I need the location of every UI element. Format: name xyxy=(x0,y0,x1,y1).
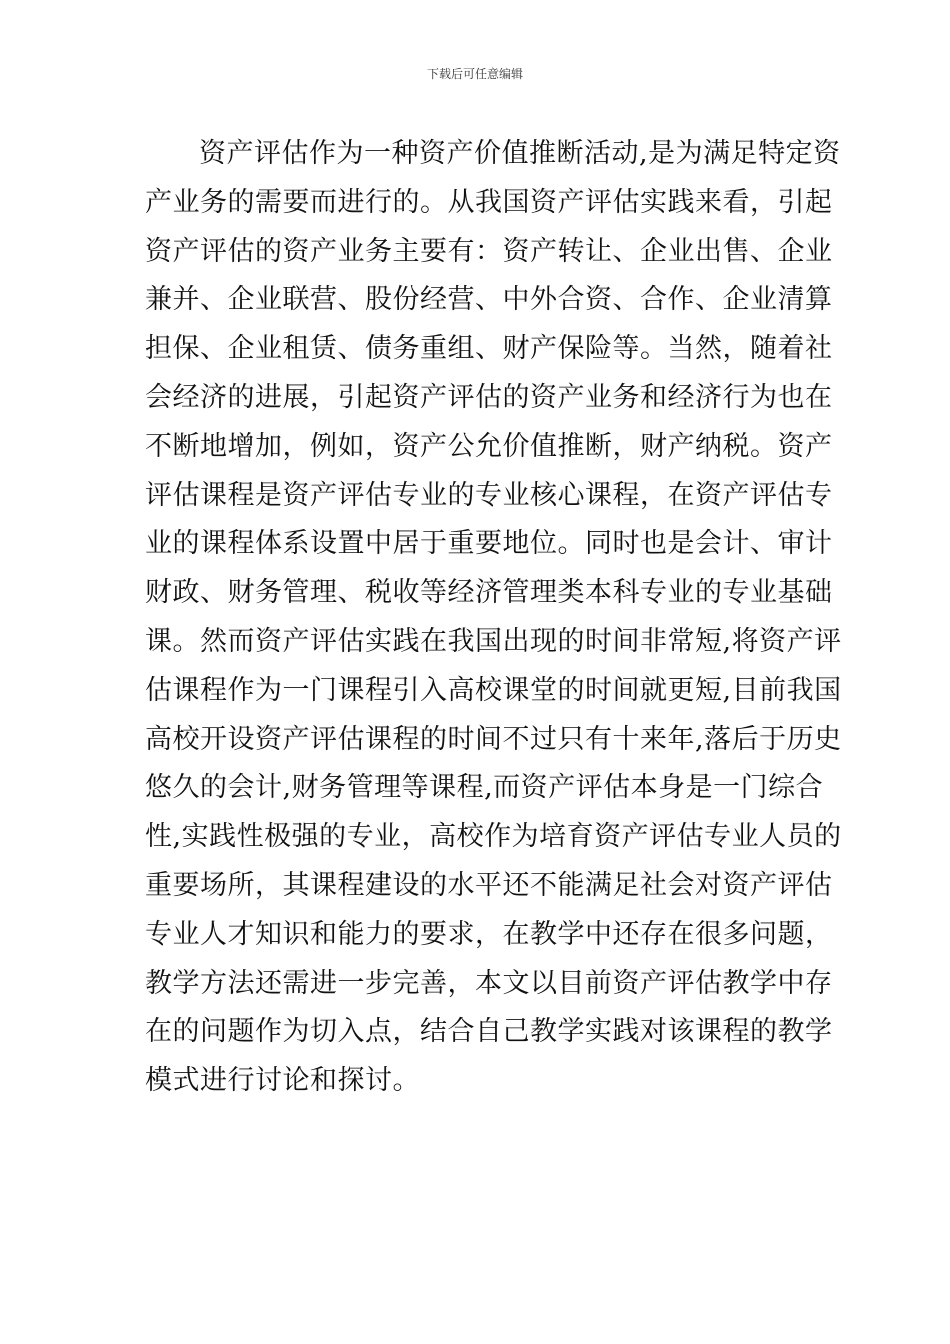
body-paragraph xyxy=(145,130,842,1106)
paragraph-line: 会经济的进展，引起资产评估的资产业务和经济行为也在 xyxy=(145,381,833,413)
paragraph-line: 资产评估作为一种资产价值推断活动,是为满足特定资 xyxy=(199,138,841,169)
paragraph-line: 财政、财务管理、税收等经济管理类本科专业的专业基础 xyxy=(145,577,833,609)
paragraph-line: 重要场所，其课程建设的水平还不能满足社会对资产评估 xyxy=(145,869,833,901)
paragraph-line: 评估课程是资产评估专业的专业核心课程，在资产评估专 xyxy=(145,479,833,511)
paragraph-line: 不断地增加，例如，资产公允价值推断，财产纳税。资产 xyxy=(145,430,833,462)
page-header: 下载后可任意编辑 xyxy=(426,67,523,81)
paragraph-line: 资产评估的资产业务主要有：资产转让、企业出售、企业 xyxy=(145,235,833,267)
paragraph-line: 在的问题作为切入点，结合自己教学实践对该课程的教学 xyxy=(145,1016,833,1048)
paragraph-line: 业的课程体系设置中居于重要地位。同时也是会计、审计 xyxy=(145,528,833,560)
paragraph-line: 估课程作为一门课程引入高校课堂的时间就更短,目前我国 xyxy=(145,674,842,706)
paragraph-line: 性,实践性极强的专业，高校作为培育资产评估专业人员的 xyxy=(145,821,842,853)
paragraph-line: 模式进行讨论和探讨。 xyxy=(145,1065,420,1097)
paragraph-line: 高校开设资产评估课程的时间不过只有十来年,落后于历史 xyxy=(145,723,842,755)
paragraph-line: 担保、企业租赁、债务重组、财产保险等。当然，随着社 xyxy=(145,333,833,365)
paragraph-line: 产业务的需要而进行的。从我国资产评估实践来看，引起 xyxy=(145,186,833,218)
paragraph-line: 教学方法还需进一步完善，本文以目前资产评估教学中存 xyxy=(145,967,833,999)
paragraph-line: 专业人才知识和能力的要求，在教学中还存在很多问题， xyxy=(145,918,833,950)
paragraph-line: 悠久的会计,财务管理等课程,而资产评估本身是一门综合 xyxy=(145,772,824,804)
paragraph-line: 兼并、企业联营、股份经营、中外合资、合作、企业清算 xyxy=(145,284,833,316)
paragraph-line: 课。然而资产评估实践在我国出现的时间非常短,将资产评 xyxy=(145,625,842,657)
